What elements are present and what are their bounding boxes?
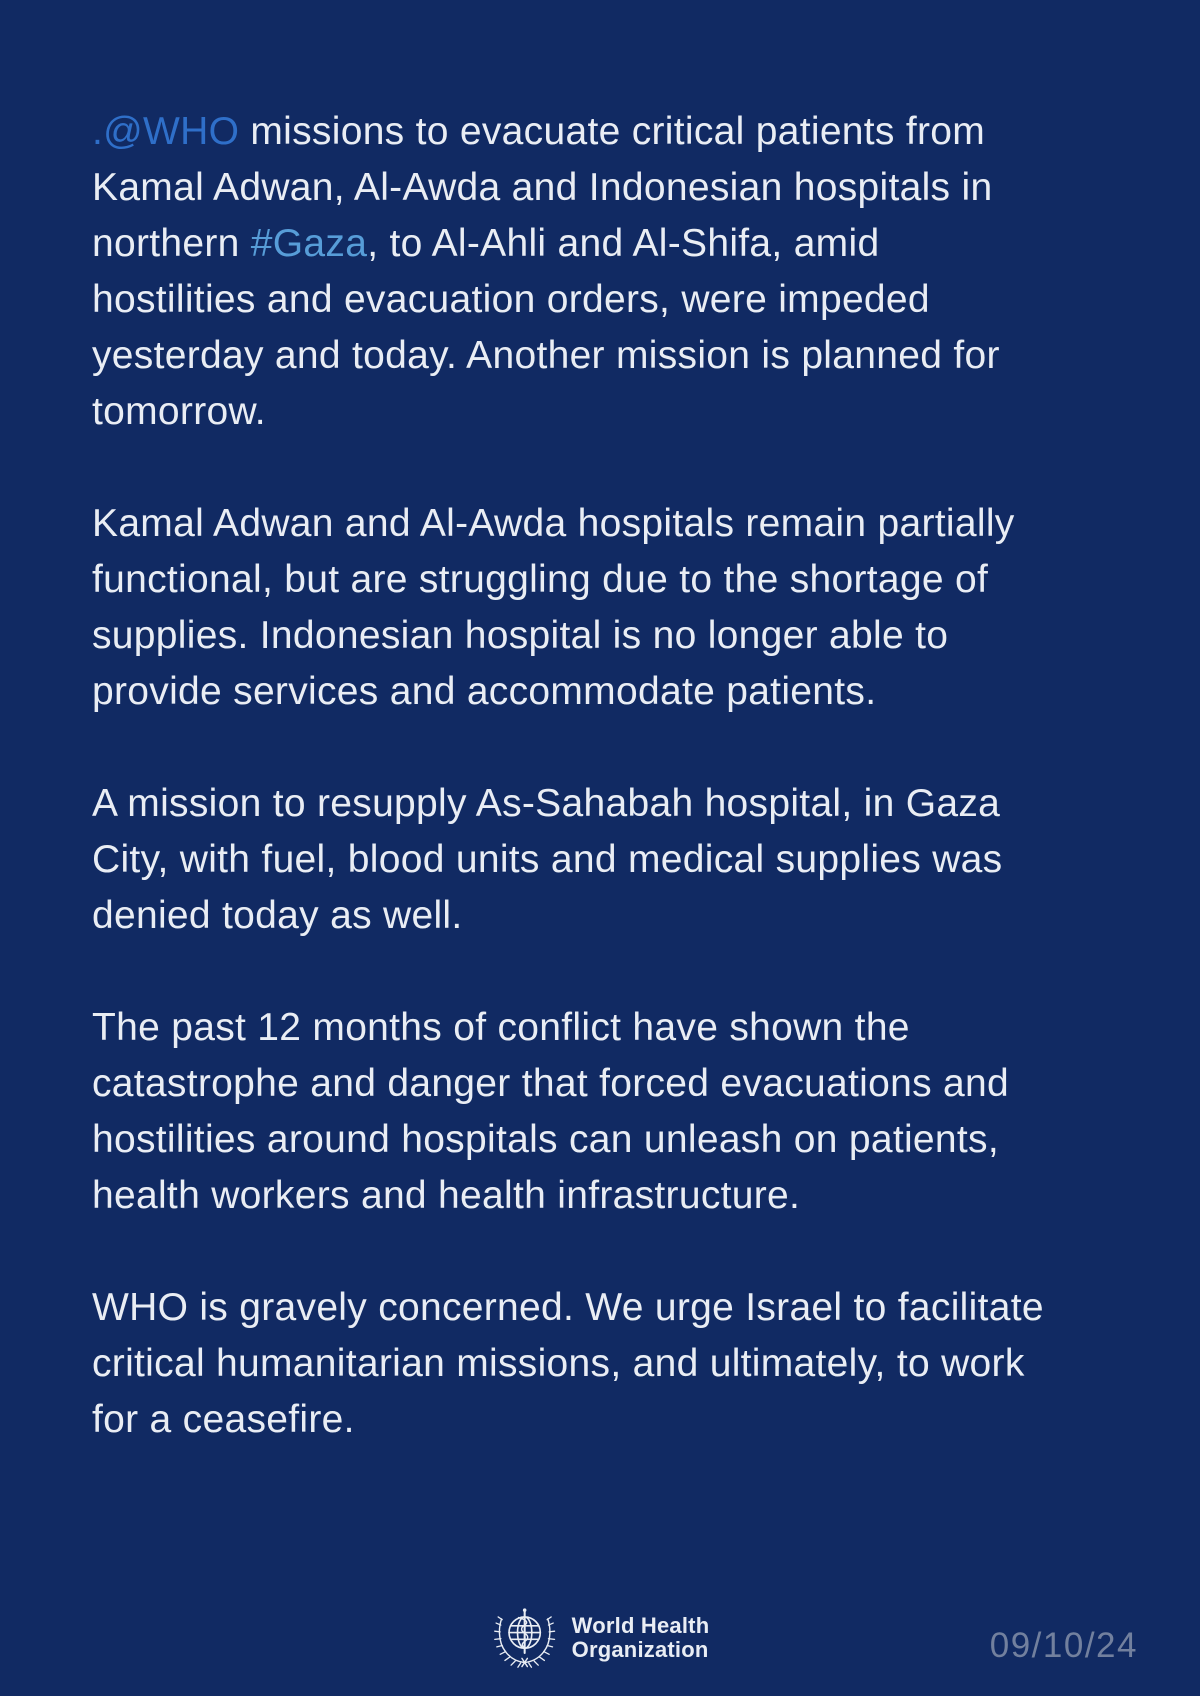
text-line [92, 1168, 1120, 1224]
text-line [92, 1056, 1120, 1112]
text-line [92, 552, 1120, 608]
text-segment: functional, but are struggling due to the shortage of [92, 558, 989, 601]
text-line [92, 104, 1120, 160]
text-segment: supplies. Indonesian hospital is no longer able to [92, 614, 949, 657]
who-brand [491, 1604, 710, 1672]
gaza-hashtag-link: #Gaza [250, 222, 368, 265]
text-line [92, 384, 1120, 440]
text-line [92, 1280, 1120, 1336]
text-segment: Kamal Adwan and Al-Awda hospitals remain partially [92, 502, 1015, 545]
text-line [92, 328, 1120, 384]
text-segment: catastrophe and danger that forced evacuations and [92, 1062, 1009, 1105]
text-segment: The past 12 months of conflict have shown the [92, 1006, 910, 1049]
text-line [92, 1336, 1120, 1392]
footer [0, 1576, 1200, 1696]
text-line [92, 832, 1120, 888]
paragraph [92, 104, 1120, 440]
text-segment: Kamal Adwan, Al-Awda and Indonesian hospitals in [92, 166, 993, 209]
text-line [92, 160, 1120, 216]
who-emblem-icon [491, 1604, 559, 1672]
text-segment: denied today as well. [92, 894, 463, 937]
text-segment: City, with fuel, blood units and medical supplies was [92, 838, 1003, 881]
text-line [92, 888, 1120, 944]
paragraph [92, 496, 1120, 720]
text-line [92, 664, 1120, 720]
text-segment: yesterday and today. Another mission is planned for [92, 334, 1000, 377]
date-stamp: 09/10/24 [989, 1626, 1138, 1665]
text-segment: health workers and health infrastructure. [92, 1174, 801, 1217]
text-segment: hostilities and evacuation orders, were impeded [92, 278, 930, 321]
paragraph [92, 1000, 1120, 1224]
who-wordmark-line1: World Health [571, 1612, 710, 1638]
text-segment: northern [92, 222, 251, 265]
text-segment: provide services and accommodate patients. [92, 670, 877, 713]
text-line [92, 496, 1120, 552]
text-line [92, 608, 1120, 664]
who-wordmark-line2: Organization [571, 1637, 709, 1662]
text-segment: critical humanitarian missions, and ultimately, to work [92, 1342, 1025, 1385]
text-segment: tomorrow. [92, 390, 266, 433]
text-segment: for a ceasefire. [92, 1398, 355, 1441]
text-line [92, 216, 1120, 272]
who-wordmark [572, 1614, 710, 1663]
paragraph [92, 1280, 1120, 1448]
text-segment: , to Al-Ahli and Al-Shifa, amid [367, 222, 880, 265]
text-segment: missions to evacuate critical patients from [239, 110, 986, 153]
text-line [92, 776, 1120, 832]
text-line [92, 1392, 1120, 1448]
text-line [92, 1000, 1120, 1056]
paragraph [92, 776, 1120, 944]
who-handle-link: .@WHO [92, 110, 240, 153]
text-line [92, 272, 1120, 328]
text-segment: hostilities around hospitals can unleash on patients, [92, 1118, 999, 1161]
text-segment: A mission to resupply As-Sahabah hospital, in Gaza [92, 782, 1001, 825]
text-line [92, 1112, 1120, 1168]
text-segment: WHO is gravely concerned. We urge Israel to facilitate [92, 1286, 1044, 1329]
